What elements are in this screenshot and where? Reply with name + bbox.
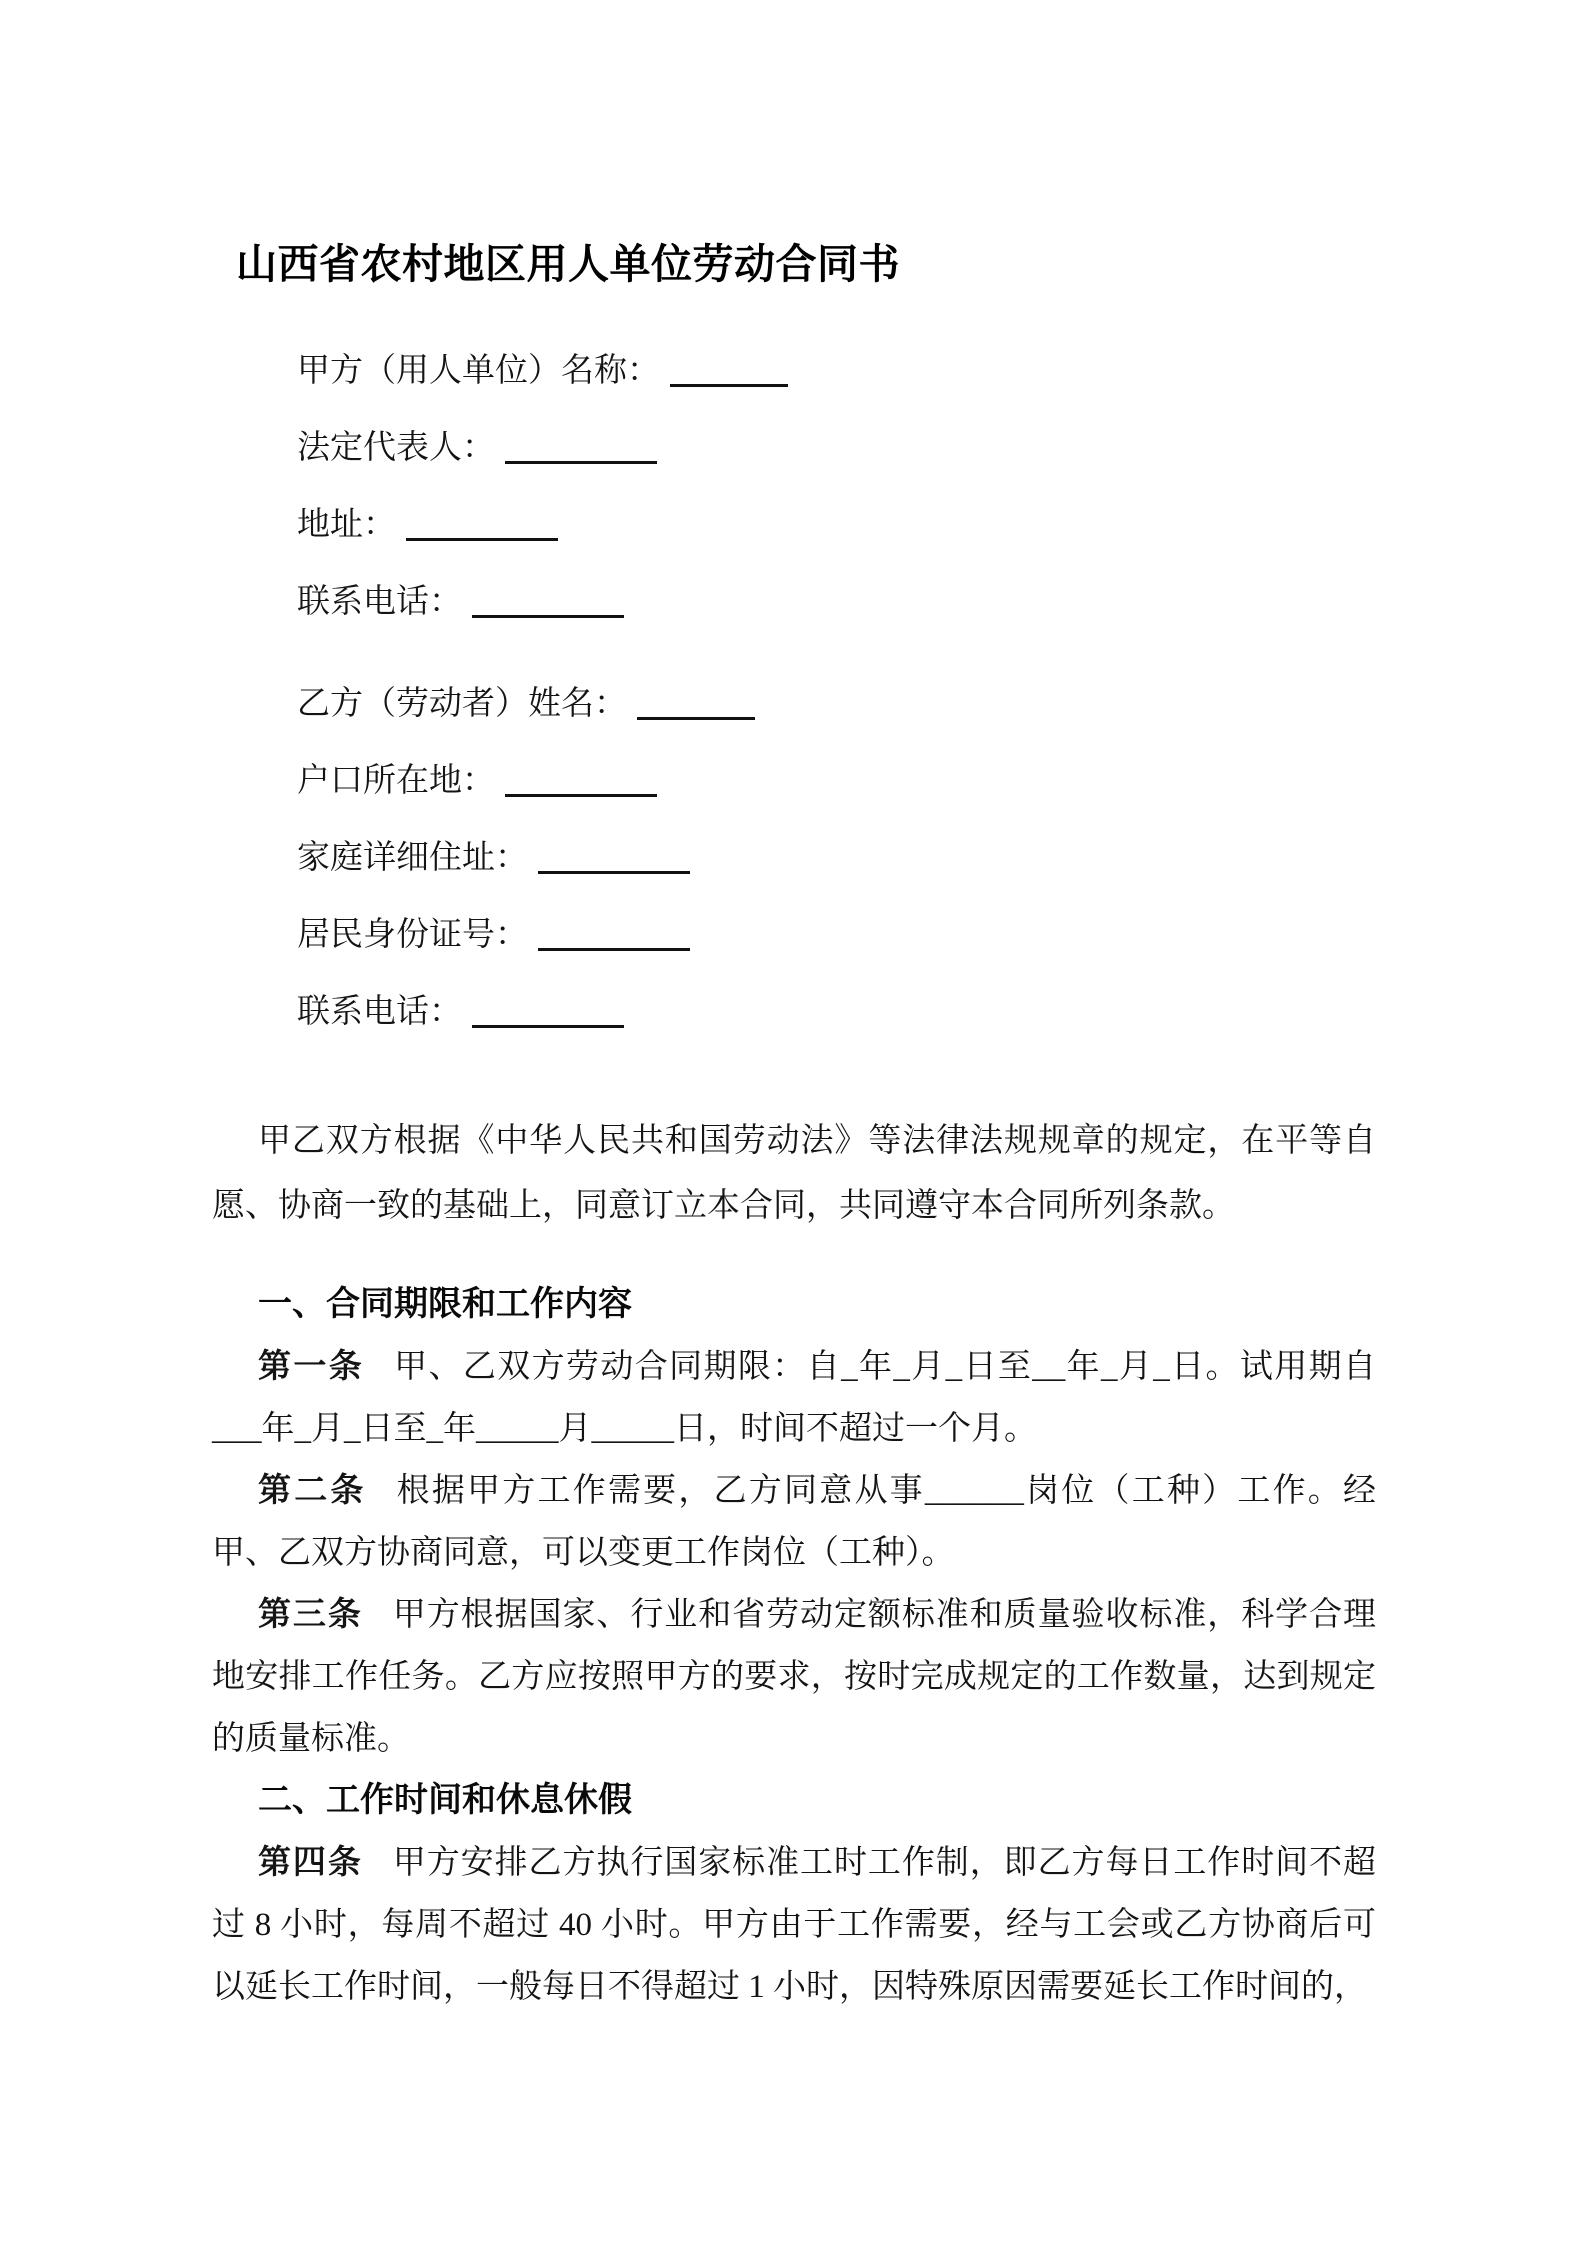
- form-field-row: [212, 410, 1376, 487]
- field-label: 甲方（用人单位）名称：: [297, 353, 660, 390]
- preamble-paragraph: 甲乙双方根据《中华人民共和国劳动法》等法律法规规章的规定，在平等自愿、协商一致的基础上，同意订立本合同，共同遵守本合同所列条款。: [212, 1123, 1376, 1225]
- article-text: 甲方安排乙方执行国家标准工时工作制，即乙方每日工作时间不超过 8 小时，每周不超过 40 小时。甲方由于工作需要，经与工会或乙方协商后可以延长工作时间，一般每日不得超过 1 小时，因特殊原因需要延长工作时间的，: [212, 1845, 1377, 2006]
- blank-line: [538, 864, 690, 874]
- blank-line: [505, 787, 657, 797]
- blank-line: [637, 710, 755, 720]
- form-field-row: [212, 897, 1376, 974]
- article-number: 第四条: [258, 1845, 363, 1882]
- section-heading: 二、工作时间和休息休假: [258, 1782, 632, 1820]
- blank-line: [670, 377, 788, 387]
- form-field-row: [212, 666, 1376, 743]
- article-text: 甲方根据国家、行业和省劳动定额标准和质量验收标准，科学合理地安排工作任务。乙方应按照甲方的要求，按时完成规定的工作数量，达到规定的质量标准。: [212, 1597, 1377, 1758]
- contract-sections: [212, 1274, 1376, 2018]
- field-label: 联系电话：: [297, 584, 462, 621]
- field-label: 家庭详细住址：: [297, 840, 528, 877]
- form-field-row: [212, 974, 1376, 1051]
- article-number: 第三条: [258, 1597, 363, 1634]
- blank-line: [505, 454, 657, 464]
- article-text: 甲、乙双方劳动合同期限：自_年_月_日至__年_月_日。试用期自___年_月_日至_年_____月_____日，时间不超过一个月。: [212, 1349, 1377, 1448]
- contract-article: [212, 1460, 1376, 1584]
- field-label: 居民身份证号：: [297, 917, 528, 954]
- form-field-row: [212, 487, 1376, 564]
- blank-line: [472, 608, 624, 618]
- field-label: 法定代表人：: [297, 430, 495, 467]
- article-number: 第一条: [258, 1349, 365, 1386]
- blank-line: [406, 531, 558, 541]
- contract-article: [212, 1584, 1376, 1770]
- field-label: 地址：: [297, 507, 396, 544]
- field-label: 联系电话：: [297, 994, 462, 1031]
- field-label: 乙方（劳动者）姓名：: [297, 686, 627, 723]
- form-field-row: [212, 333, 1376, 410]
- contract-article: [212, 1336, 1376, 1460]
- form-field-row: [212, 820, 1376, 897]
- form-field-row: [212, 564, 1376, 641]
- contract-article: [212, 1832, 1376, 2018]
- party-b-info: [212, 666, 1376, 1051]
- party-a-info: [212, 333, 1376, 641]
- article-number: 第二条: [258, 1473, 367, 1510]
- section-heading: 一、合同期限和工作内容: [258, 1286, 632, 1324]
- document-title: 山西省农村地区用人单位劳动合同书: [236, 241, 900, 287]
- blank-line: [472, 1018, 624, 1028]
- article-text: 根据甲方工作需要，乙方同意从事______岗位（工种）工作。经甲、乙双方协商同意，可以变更工作岗位（工种）。: [212, 1473, 1377, 1572]
- form-field-row: [212, 743, 1376, 820]
- field-label: 户口所在地：: [297, 763, 495, 800]
- blank-line: [538, 941, 690, 951]
